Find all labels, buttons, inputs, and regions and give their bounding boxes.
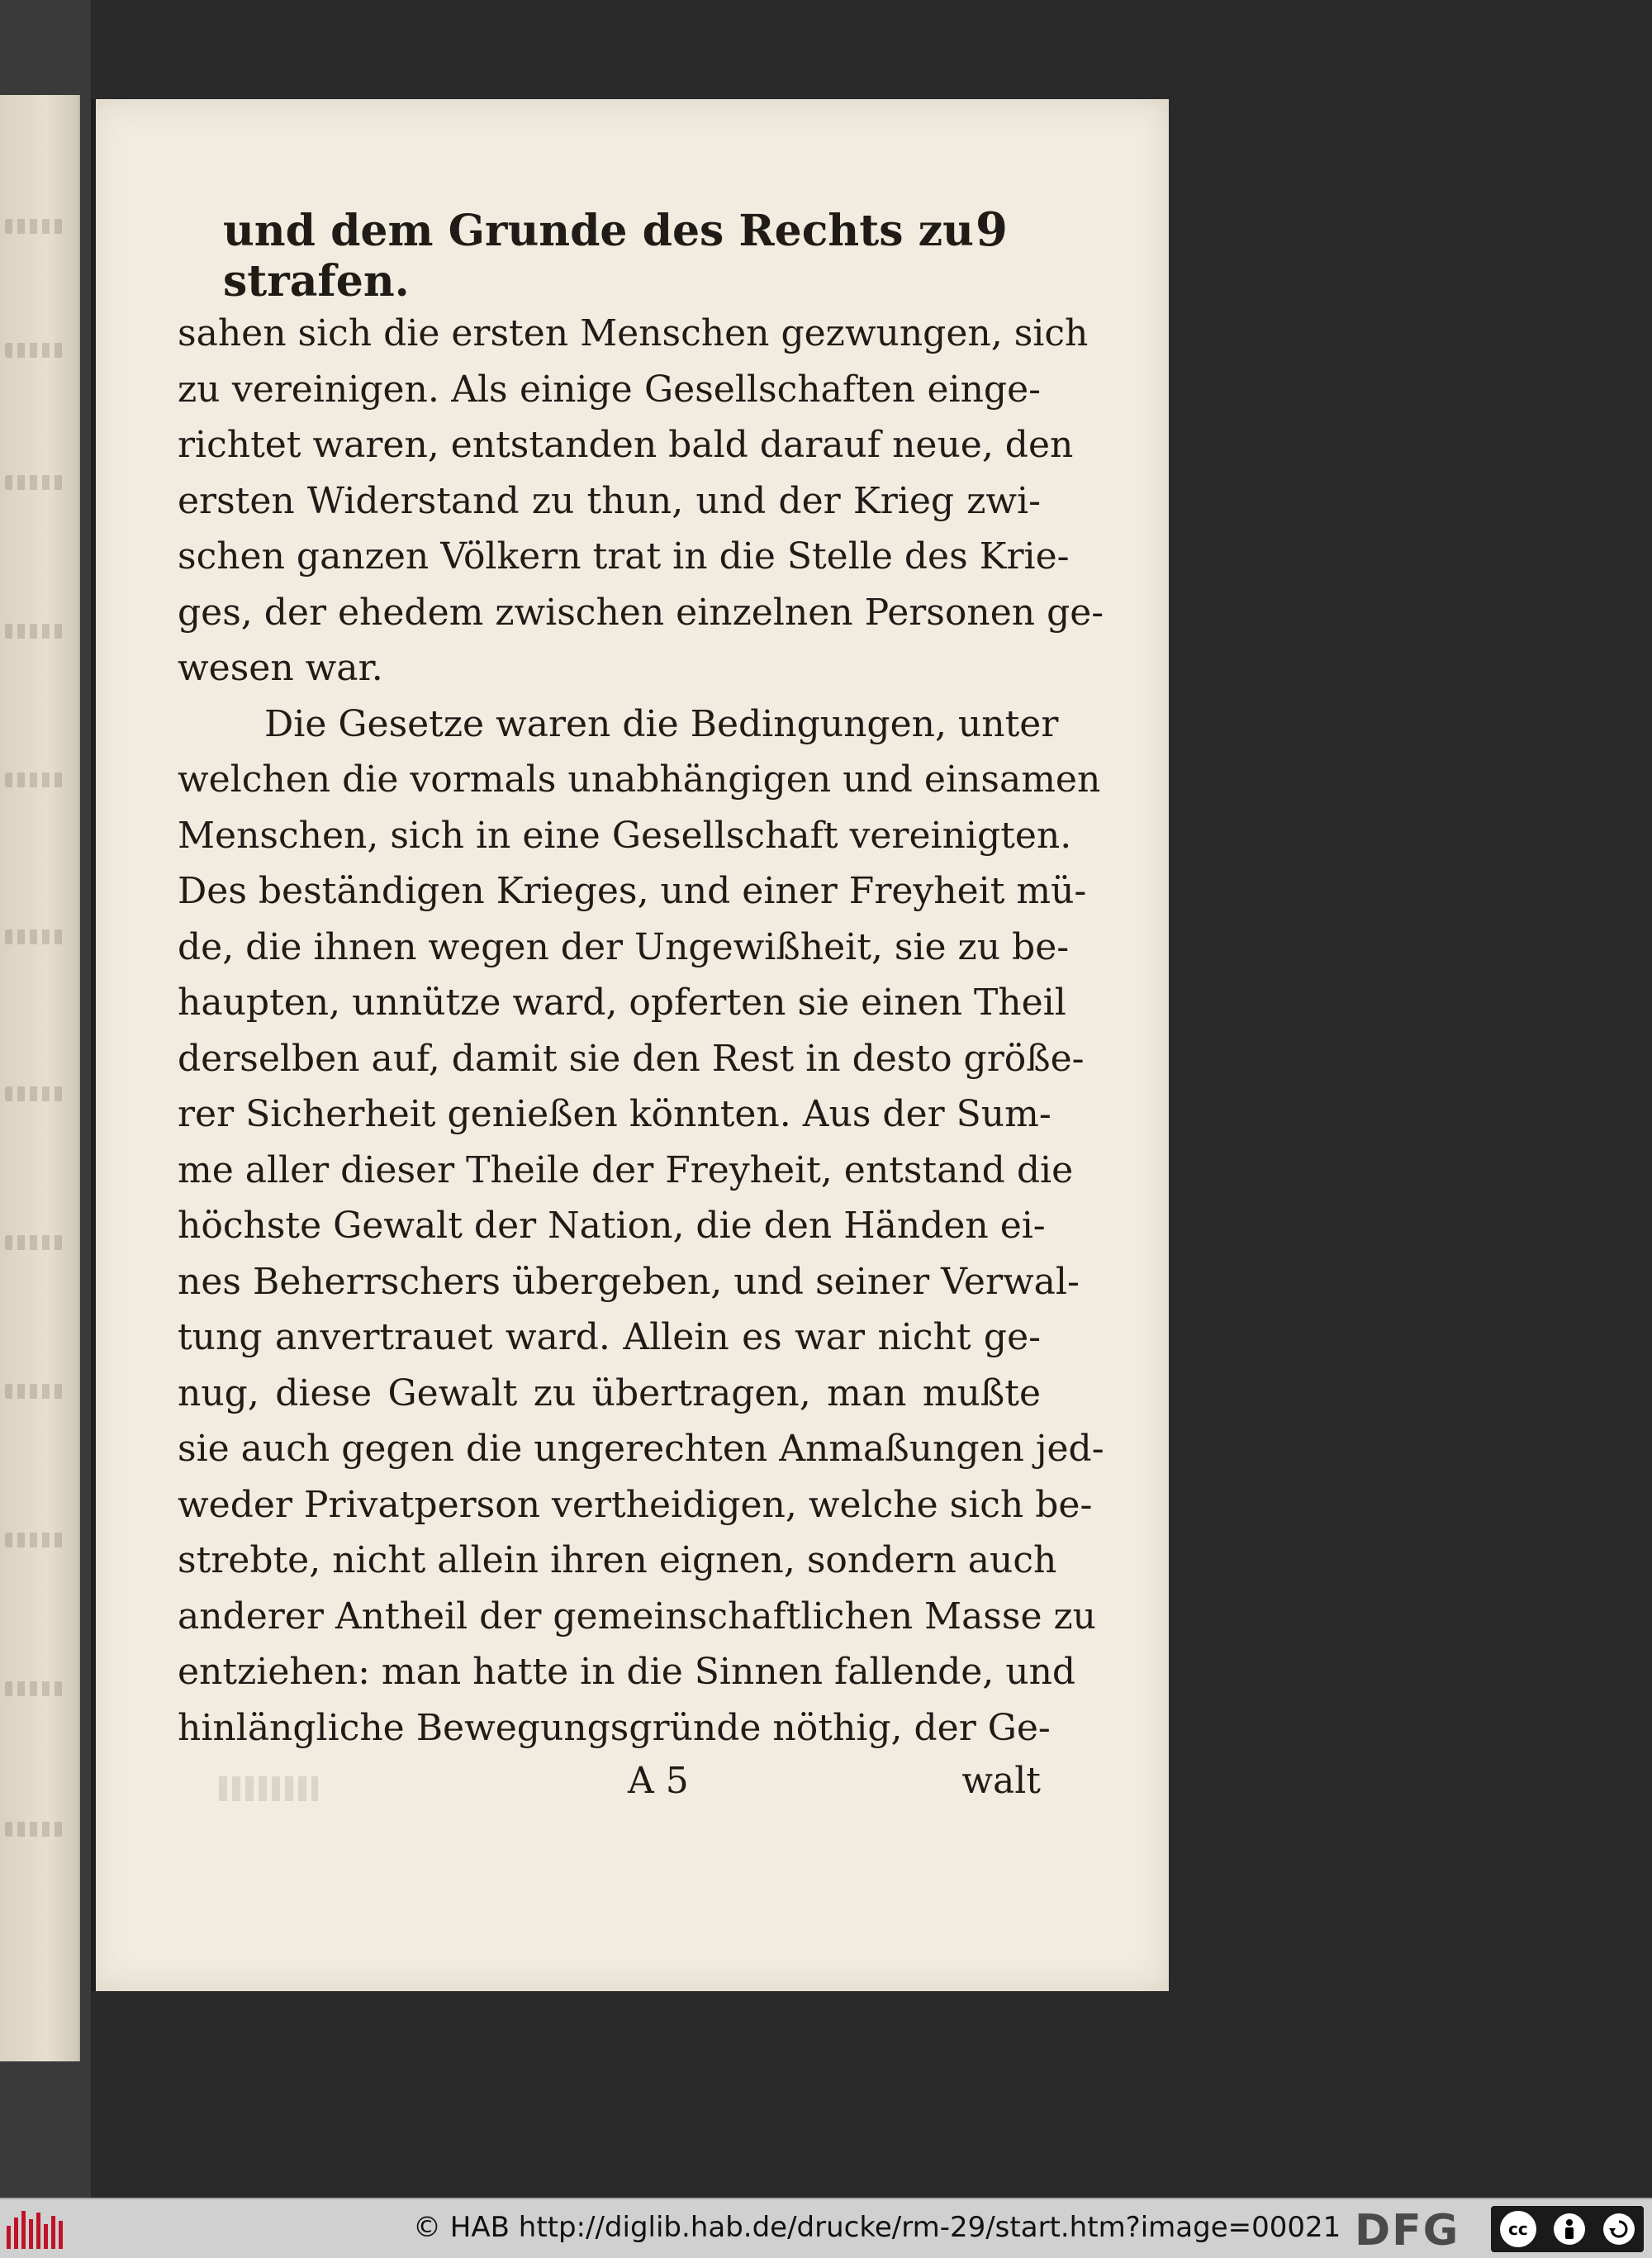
facing-page-bleed bbox=[5, 929, 63, 944]
text-line: rer Sicherheit genießen könnten. Aus der Sum- bbox=[178, 1093, 1051, 1135]
text-line: Des beständigen Krieges, und einer Freyheit mü- bbox=[178, 870, 1087, 912]
facing-page-bleed bbox=[5, 343, 63, 358]
text-line: ges, der ehedem zwischen einzelnen Personen ge- bbox=[178, 591, 1104, 634]
facing-page-bleed bbox=[5, 1822, 63, 1837]
page-gutter bbox=[91, 99, 96, 1991]
running-head-title: und dem Grunde des Rechts zu strafen. bbox=[223, 206, 974, 307]
hab-logo-icon[interactable] bbox=[7, 2209, 69, 2249]
facing-page-edge bbox=[0, 95, 80, 2061]
text-line: Menschen, sich in eine Gesellschaft vereinigten. bbox=[178, 814, 1072, 857]
facing-page-bleed bbox=[5, 1086, 63, 1101]
text-line: strebte, nicht allein ihren eignen, sondern auch bbox=[178, 1539, 1057, 1581]
dfg-logo[interactable]: DFG bbox=[1355, 2206, 1460, 2256]
text-line: nug, diese Gewalt zu übertragen, man mußte bbox=[178, 1371, 1041, 1414]
text-line: wesen war. bbox=[178, 647, 383, 689]
text-line: richtet waren, entstanden bald darauf neue, den bbox=[178, 424, 1074, 466]
cc-license-badge[interactable] bbox=[1491, 2206, 1644, 2252]
text-line: Die Gesetze waren die Bedingungen, unter bbox=[264, 702, 1059, 745]
text-line: me aller dieser Theile der Freyheit, entstand die bbox=[178, 1148, 1074, 1191]
text-line: höchste Gewalt der Nation, die den Händen ei- bbox=[178, 1205, 1046, 1247]
text-line: hinlängliche Bewegungsgründe nöthig, der Ge- bbox=[178, 1706, 1051, 1749]
signature-line bbox=[178, 1760, 1041, 1818]
facing-page-bleed bbox=[5, 1235, 63, 1250]
text-line: sie auch gegen die ungerechten Anmaßungen jed- bbox=[178, 1428, 1104, 1470]
text-line: zu vereinigen. Als einige Gesellschaften einge- bbox=[178, 368, 1041, 411]
facing-page-bleed bbox=[5, 624, 63, 639]
sa-icon bbox=[1603, 2213, 1635, 2245]
text-line: welchen die vormals unabhängigen und einsamen bbox=[178, 758, 1101, 801]
text-line: entziehen: man hatte in die Sinnen fallende, und bbox=[178, 1651, 1076, 1693]
running-head bbox=[223, 202, 1008, 307]
catchword: walt bbox=[961, 1760, 1041, 1802]
text-line: schen ganzen Völkern trat in die Stelle des Krie- bbox=[178, 535, 1070, 578]
page-number: 9 bbox=[976, 202, 1008, 257]
viewer-footer bbox=[0, 2198, 1652, 2258]
facing-page-bleed bbox=[5, 772, 63, 787]
text-line: sahen sich die ersten Menschen gezwungen, sich bbox=[178, 312, 1089, 354]
text-line: de, die ihnen wegen der Ungewißheit, sie zu be- bbox=[178, 925, 1070, 968]
text-line: anderer Antheil der gemeinschaftlichen Masse zu bbox=[178, 1595, 1097, 1638]
cc-icon: cc bbox=[1500, 2211, 1536, 2247]
body-text bbox=[178, 306, 1104, 1756]
text-line: haupten, unnütze ward, opferten sie einen Theil bbox=[178, 982, 1066, 1024]
source-credit-link[interactable]: © HAB http://diglib.hab.de/drucke/rm-29/start.htm?image=00021 bbox=[413, 2211, 1341, 2244]
text-line: nes Beherrschers übergeben, und seiner Verwal- bbox=[178, 1260, 1080, 1303]
facing-page-bleed bbox=[5, 1681, 63, 1696]
facing-page-bleed bbox=[5, 1533, 63, 1547]
by-icon bbox=[1554, 2213, 1585, 2245]
facing-page-bleed bbox=[5, 475, 63, 490]
signature-mark: A 5 bbox=[628, 1760, 689, 1802]
facing-page-bleed bbox=[5, 219, 63, 234]
text-line: weder Privatperson vertheidigen, welche sich be- bbox=[178, 1483, 1093, 1526]
text-line: tung anvertrauet ward. Allein es war nicht ge- bbox=[178, 1316, 1041, 1358]
text-line: ersten Widerstand zu thun, und der Krieg zwi- bbox=[178, 479, 1041, 522]
text-line: derselben auf, damit sie den Rest in desto größe- bbox=[178, 1037, 1085, 1080]
facing-page-bleed bbox=[5, 1384, 63, 1399]
